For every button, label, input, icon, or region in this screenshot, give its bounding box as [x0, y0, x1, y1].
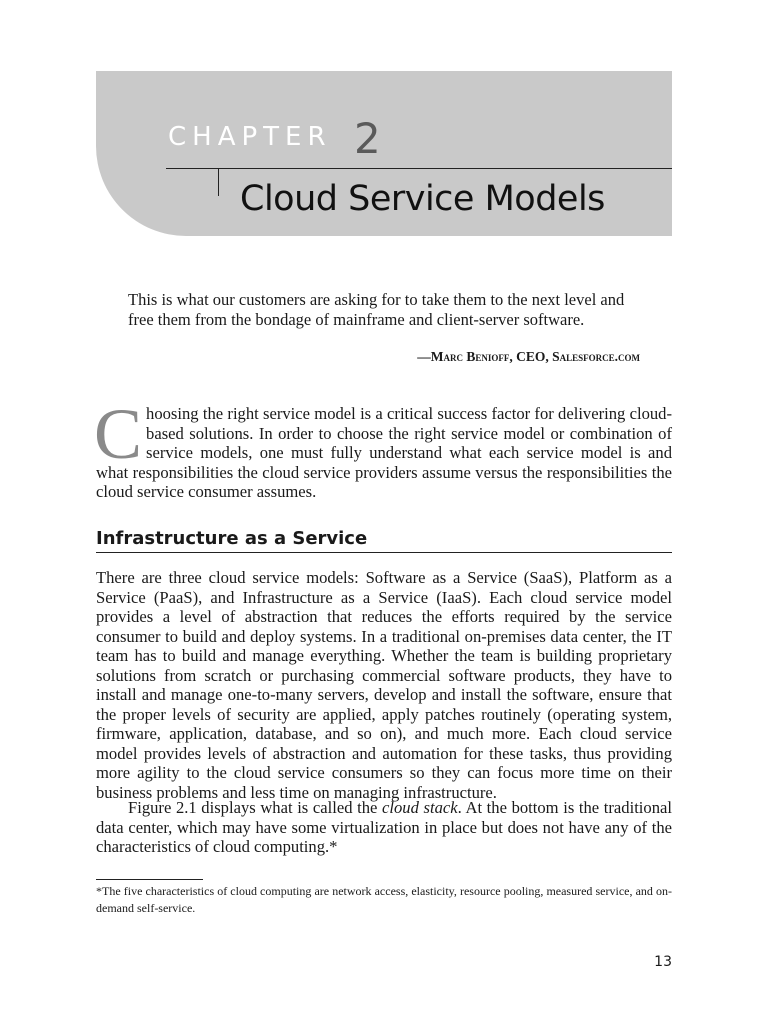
body-paragraph-2: [96, 798, 672, 857]
section-heading: Infrastructure as a Service: [96, 527, 672, 553]
attribution-name: Marc Benioff: [430, 349, 510, 364]
attribution-separator: , CEO,: [509, 349, 553, 364]
attribution-org: Salesforce.com: [552, 349, 640, 364]
chapter-rule-tick: [218, 168, 219, 196]
epigraph-quote: This is what our customers are asking for to take them to the next level and free them from the bondage of mainframe and client-server software.: [128, 290, 625, 329]
page-number: 13: [654, 954, 672, 970]
attribution-dash: —: [417, 349, 431, 364]
chapter-label: CHAPTER: [168, 122, 332, 152]
footnote-rule: [96, 879, 203, 880]
paragraph2-italic-term: cloud stack: [382, 798, 458, 817]
body-paragraph-1: There are three cloud service models: Software as a Service (SaaS), Platform as a Service (PaaS), and Infrastructure as a Service (IaaS). Each cloud service model provides a level of abstraction that reduces the efforts required by the service consumer to build and deploy systems. In a traditional on-premises data center, the IT team has to build and manage everything. Whether the team is building proprietary solutions from scratch or purchasing commercial software products, they have to install and manage one-to-many servers, develop and install the software, ensure that the proper levels of security are applied, apply patches routinely (operating system, firmware, application, database, and so on), and much more. Each cloud service model provides levels of abstraction and automation for these tasks, thus providing more agility to the cloud service consumers so they can focus more time on their business problems and less time on managing infrastructure.: [96, 568, 672, 802]
drop-cap: C: [94, 394, 143, 474]
epigraph-attribution: [417, 349, 640, 365]
paragraph2-text-after: . At the bottom is the traditional data center, which may have some virtualization in place but does not have any of the characteristics of cloud computing.*: [96, 798, 672, 856]
footnote: *The five characteristics of cloud computing are network access, elasticity, resource pooling, measured service, and on-demand self-service.: [96, 884, 672, 915]
paragraph2-text-before: Figure 2.1 displays what is called the: [128, 798, 383, 817]
chapter-number: 2: [354, 114, 381, 163]
chapter-rule: [166, 168, 672, 169]
intro-text: hoosing the right service model is a critical success factor for delivering cloud-based solutions. In order to choose the right service model or combination of service models, one must fully understand what each service model is and what responsibilities the cloud service providers assume versus the responsibilities the cloud service consumer assumes.: [96, 404, 672, 501]
intro-paragraph: [94, 394, 672, 502]
chapter-title: Cloud Service Models: [240, 179, 605, 219]
